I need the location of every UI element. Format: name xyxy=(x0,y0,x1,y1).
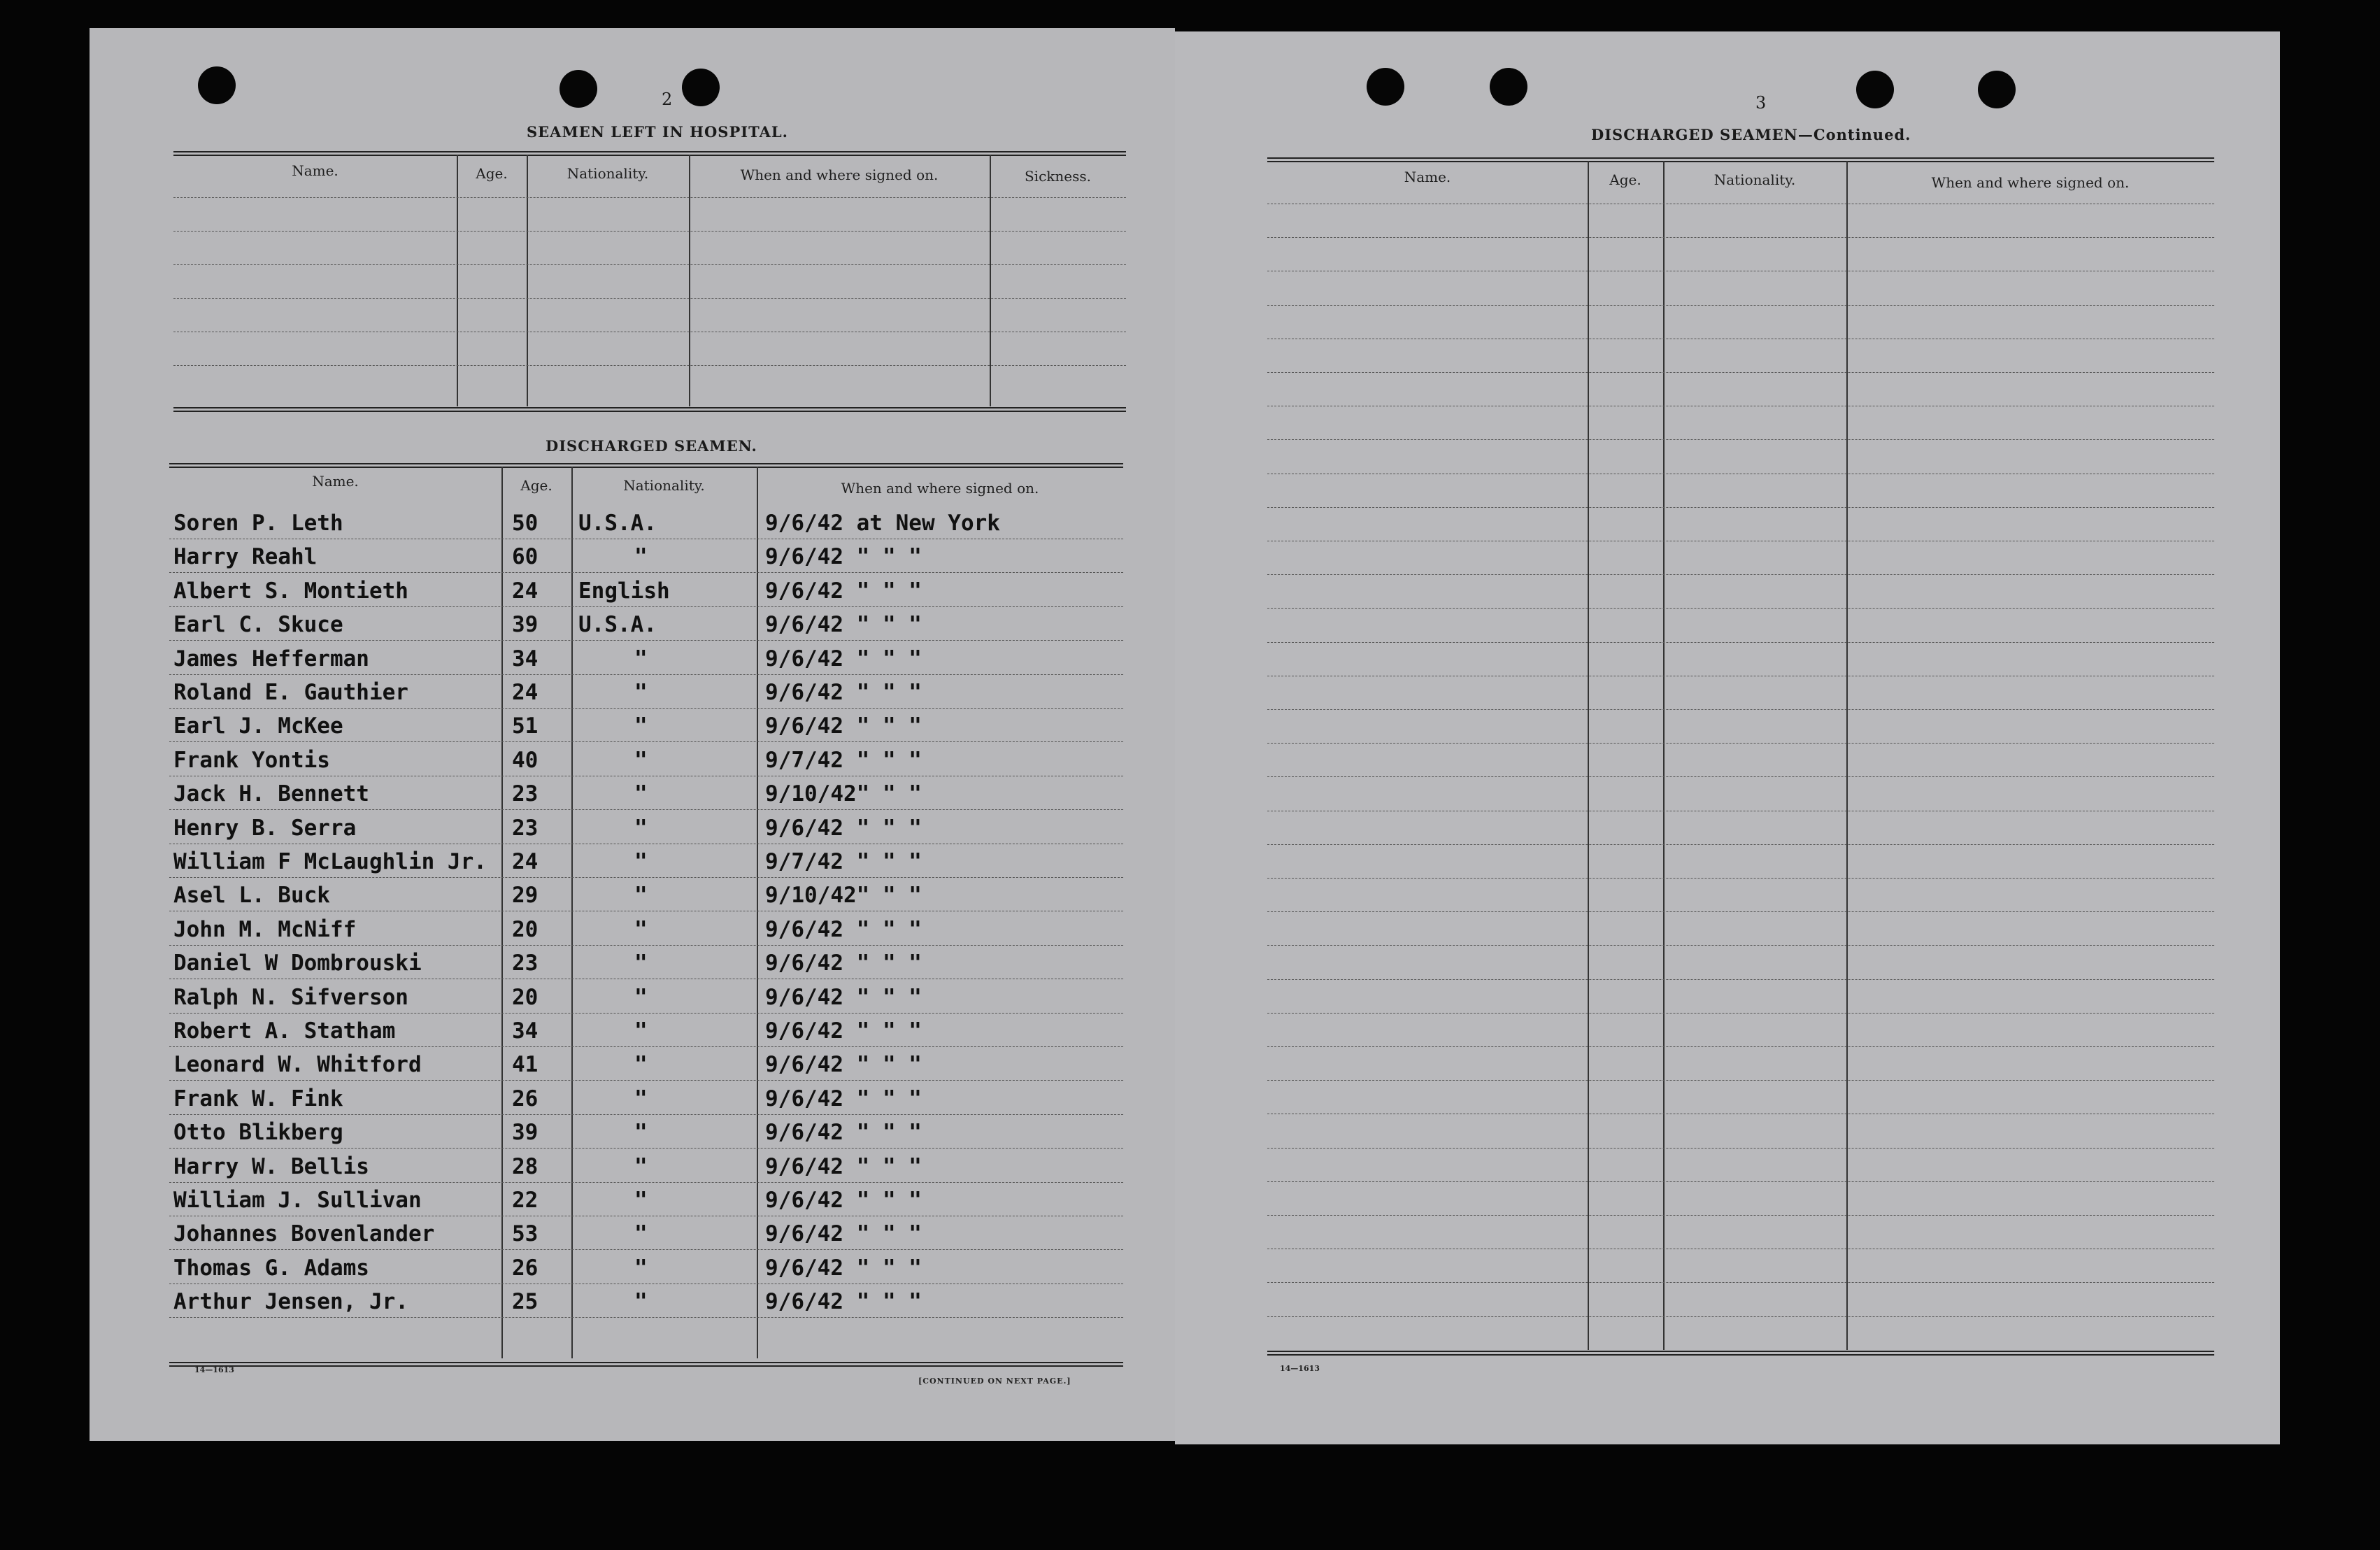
table-row xyxy=(169,1013,1123,1014)
seaman-signed-on: 9/10/42" " " xyxy=(765,781,922,807)
table-row xyxy=(173,298,1126,299)
table-row xyxy=(173,231,1126,232)
seaman-nationality: " xyxy=(634,713,648,739)
left-page xyxy=(90,28,1175,1441)
table-row xyxy=(1267,1215,2214,1216)
seaman-nationality: U.S.A. xyxy=(578,612,657,638)
table-row xyxy=(1267,844,2214,845)
seaman-nationality: " xyxy=(634,544,648,570)
seaman-signed-on: 9/6/42 " " " xyxy=(765,544,922,570)
header-signed-on: When and where signed on. xyxy=(841,480,1039,497)
table-row xyxy=(1267,574,2214,575)
seaman-nationality: " xyxy=(634,1289,648,1315)
table-row xyxy=(1267,979,2214,980)
table-row xyxy=(1267,1181,2214,1182)
seaman-age: 39 xyxy=(512,1120,539,1146)
seaman-nationality: " xyxy=(634,1188,648,1213)
discharged-title: DISCHARGED SEAMEN. xyxy=(546,437,757,455)
seaman-nationality: " xyxy=(634,1052,648,1078)
seaman-age: 24 xyxy=(512,680,539,705)
seaman-nationality: " xyxy=(634,916,648,942)
header-name: Name. xyxy=(312,473,359,490)
discharged-continued-title: DISCHARGED SEAMEN—Continued. xyxy=(1591,126,1911,143)
table-row xyxy=(169,945,1123,946)
seaman-signed-on: 9/10/42" " " xyxy=(765,883,922,909)
binder-hole-icon xyxy=(560,70,597,108)
seaman-nationality: " xyxy=(634,680,648,705)
seaman-signed-on: 9/6/42 " " " xyxy=(765,984,922,1010)
seaman-signed-on: 9/7/42 " " " xyxy=(765,747,922,773)
table-row xyxy=(169,877,1123,878)
header-age: Age. xyxy=(1609,171,1641,188)
seaman-age: 23 xyxy=(512,815,539,841)
seaman-age: 24 xyxy=(512,578,539,604)
seaman-nationality: " xyxy=(634,849,648,874)
seaman-signed-on: 9/6/42 " " " xyxy=(765,680,922,705)
seaman-nationality: " xyxy=(634,781,648,807)
seaman-signed-on: 9/6/42 " " " xyxy=(765,646,922,671)
seaman-nationality: English xyxy=(578,578,670,604)
seaman-age: 34 xyxy=(512,1018,539,1044)
seaman-age: 51 xyxy=(512,713,539,739)
discharged-table xyxy=(169,463,1123,1386)
continued-note: [CONTINUED ON NEXT PAGE.] xyxy=(918,1377,1071,1386)
table-row xyxy=(169,640,1123,641)
seaman-name: Daniel W Dombrouski xyxy=(173,951,422,976)
seaman-age: 39 xyxy=(512,612,539,638)
seaman-name: Harry Reahl xyxy=(173,544,318,570)
seaman-nationality: " xyxy=(634,951,648,976)
seaman-nationality: U.S.A. xyxy=(578,511,657,536)
seaman-name: Thomas G. Adams xyxy=(173,1255,369,1281)
table-row xyxy=(1267,1013,2214,1014)
seaman-name: Robert A. Statham xyxy=(173,1018,396,1044)
header-age: Age. xyxy=(476,165,508,182)
table-row xyxy=(173,365,1126,366)
header-signed-on: When and where signed on. xyxy=(740,166,939,183)
seaman-age: 26 xyxy=(512,1255,539,1281)
seaman-age: 22 xyxy=(512,1188,539,1213)
seaman-name: William J. Sullivan xyxy=(173,1188,422,1213)
table-row xyxy=(173,264,1126,265)
table-row xyxy=(1267,1046,2214,1047)
seaman-nationality: " xyxy=(634,1153,648,1179)
seaman-age: 20 xyxy=(512,984,539,1010)
seaman-name: Soren P. Leth xyxy=(173,511,343,536)
seaman-age: 60 xyxy=(512,544,539,570)
table-row xyxy=(1267,237,2214,238)
table-row xyxy=(169,708,1123,709)
seaman-name: Henry B. Serra xyxy=(173,815,357,841)
seaman-age: 26 xyxy=(512,1086,539,1111)
seaman-signed-on: 9/6/42 " " " xyxy=(765,1052,922,1078)
table-row xyxy=(1267,1080,2214,1081)
seaman-nationality: " xyxy=(634,883,648,909)
seaman-name: Jack H. Bennett xyxy=(173,781,369,807)
seaman-age: 20 xyxy=(512,916,539,942)
seaman-age: 29 xyxy=(512,883,539,909)
seaman-age: 50 xyxy=(512,511,539,536)
seaman-name: James Hefferman xyxy=(173,646,369,671)
table-row xyxy=(1267,709,2214,710)
header-age: Age. xyxy=(520,477,553,494)
seaman-signed-on: 9/6/42 " " " xyxy=(765,1153,922,1179)
table-row xyxy=(1267,642,2214,643)
table-row xyxy=(169,1249,1123,1250)
table-row xyxy=(1267,911,2214,912)
hospital-title: SEAMEN LEFT IN HOSPITAL. xyxy=(527,123,788,141)
table-row xyxy=(169,572,1123,573)
seaman-age: 34 xyxy=(512,646,539,671)
header-name: Name. xyxy=(1404,169,1451,185)
seaman-name: Earl J. McKee xyxy=(173,713,343,739)
table-row xyxy=(169,1080,1123,1081)
hospital-table xyxy=(173,151,1126,445)
seaman-age: 40 xyxy=(512,747,539,773)
seaman-name: Leonard W. Whitford xyxy=(173,1052,422,1078)
binder-hole-icon xyxy=(198,66,236,104)
seaman-name: Albert S. Montieth xyxy=(173,578,408,604)
table-row xyxy=(1267,608,2214,609)
seaman-nationality: " xyxy=(634,815,648,841)
table-row xyxy=(1267,1282,2214,1283)
binder-hole-icon xyxy=(1978,71,2016,108)
header-name: Name. xyxy=(292,162,339,179)
seaman-nationality: " xyxy=(634,1120,648,1146)
table-row xyxy=(169,606,1123,607)
right-page xyxy=(1175,31,2280,1444)
seaman-nationality: " xyxy=(634,1086,648,1111)
seaman-nationality: " xyxy=(634,984,648,1010)
table-row xyxy=(169,1114,1123,1115)
seaman-name: Otto Blikberg xyxy=(173,1120,343,1146)
table-row xyxy=(169,1317,1123,1318)
seaman-signed-on: 9/6/42 " " " xyxy=(765,713,922,739)
seaman-name: Arthur Jensen, Jr. xyxy=(173,1289,408,1315)
table-row xyxy=(1267,372,2214,373)
seaman-age: 28 xyxy=(512,1153,539,1179)
header-nationality: Nationality. xyxy=(1713,171,1796,188)
seaman-signed-on: 9/6/42 " " " xyxy=(765,1018,922,1044)
seaman-nationality: " xyxy=(634,646,648,671)
binder-hole-icon xyxy=(1856,71,1894,108)
seaman-signed-on: 9/6/42 " " " xyxy=(765,916,922,942)
seaman-age: 23 xyxy=(512,951,539,976)
header-signed-on: When and where signed on. xyxy=(1931,174,2130,191)
table-row xyxy=(1267,507,2214,508)
form-number: 14—1613 xyxy=(1280,1364,1320,1373)
table-row xyxy=(169,741,1123,742)
form-number: 14—1613 xyxy=(194,1365,234,1374)
seaman-signed-on: 9/6/42 " " " xyxy=(765,1221,922,1247)
seaman-signed-on: 9/6/42 " " " xyxy=(765,1188,922,1213)
seaman-nationality: " xyxy=(634,1018,648,1044)
binder-hole-icon xyxy=(682,69,720,106)
table-row xyxy=(1267,439,2214,440)
header-nationality: Nationality. xyxy=(567,165,649,182)
seaman-name: William F McLaughlin Jr. xyxy=(173,849,487,874)
table-row xyxy=(1267,1148,2214,1149)
seaman-name: Johannes Bovenlander xyxy=(173,1221,435,1247)
seaman-age: 24 xyxy=(512,849,539,874)
table-row xyxy=(1267,743,2214,744)
table-row xyxy=(169,1046,1123,1047)
seaman-nationality: " xyxy=(634,747,648,773)
seaman-age: 41 xyxy=(512,1052,539,1078)
table-row xyxy=(169,674,1123,675)
table-row xyxy=(1267,878,2214,879)
seaman-name: Frank Yontis xyxy=(173,747,330,773)
seaman-name: John M. McNiff xyxy=(173,916,357,942)
header-nationality: Nationality. xyxy=(623,477,705,494)
table-row xyxy=(169,1182,1123,1183)
discharged-continued-table xyxy=(1267,157,2214,1402)
binder-hole-icon xyxy=(1490,68,1527,106)
binder-hole-icon xyxy=(1367,68,1404,106)
header-sickness: Sickness. xyxy=(1024,168,1092,185)
table-row xyxy=(1267,776,2214,777)
seaman-name: Asel L. Buck xyxy=(173,883,330,909)
seaman-signed-on: 9/6/42 " " " xyxy=(765,815,922,841)
seaman-name: Ralph N. Sifverson xyxy=(173,984,408,1010)
seaman-age: 53 xyxy=(512,1221,539,1247)
seaman-signed-on: 9/6/42 " " " xyxy=(765,1255,922,1281)
page-number: 2 xyxy=(662,90,673,109)
seaman-name: Roland E. Gauthier xyxy=(173,680,408,705)
seaman-signed-on: 9/6/42 " " " xyxy=(765,578,922,604)
seaman-age: 25 xyxy=(512,1289,539,1315)
seaman-name: Harry W. Bellis xyxy=(173,1153,369,1179)
table-row xyxy=(173,197,1126,198)
seaman-signed-on: 9/6/42 " " " xyxy=(765,1289,922,1315)
seaman-signed-on: 9/7/42 " " " xyxy=(765,849,922,874)
seaman-age: 23 xyxy=(512,781,539,807)
seaman-signed-on: 9/6/42 " " " xyxy=(765,951,922,976)
page-number: 3 xyxy=(1755,93,1767,113)
seaman-signed-on: 9/6/42 " " " xyxy=(765,1120,922,1146)
table-row xyxy=(1267,1316,2214,1317)
table-row xyxy=(169,809,1123,810)
seaman-nationality: " xyxy=(634,1221,648,1247)
seaman-name: Earl C. Skuce xyxy=(173,612,343,638)
table-row xyxy=(169,1148,1123,1149)
seaman-signed-on: 9/6/42 " " " xyxy=(765,612,922,638)
table-row xyxy=(1267,945,2214,946)
seaman-signed-on: 9/6/42 " " " xyxy=(765,1086,922,1111)
seaman-signed-on: 9/6/42 at New York xyxy=(765,511,1000,536)
table-row xyxy=(1267,305,2214,306)
seaman-nationality: " xyxy=(634,1255,648,1281)
seaman-name: Frank W. Fink xyxy=(173,1086,343,1111)
